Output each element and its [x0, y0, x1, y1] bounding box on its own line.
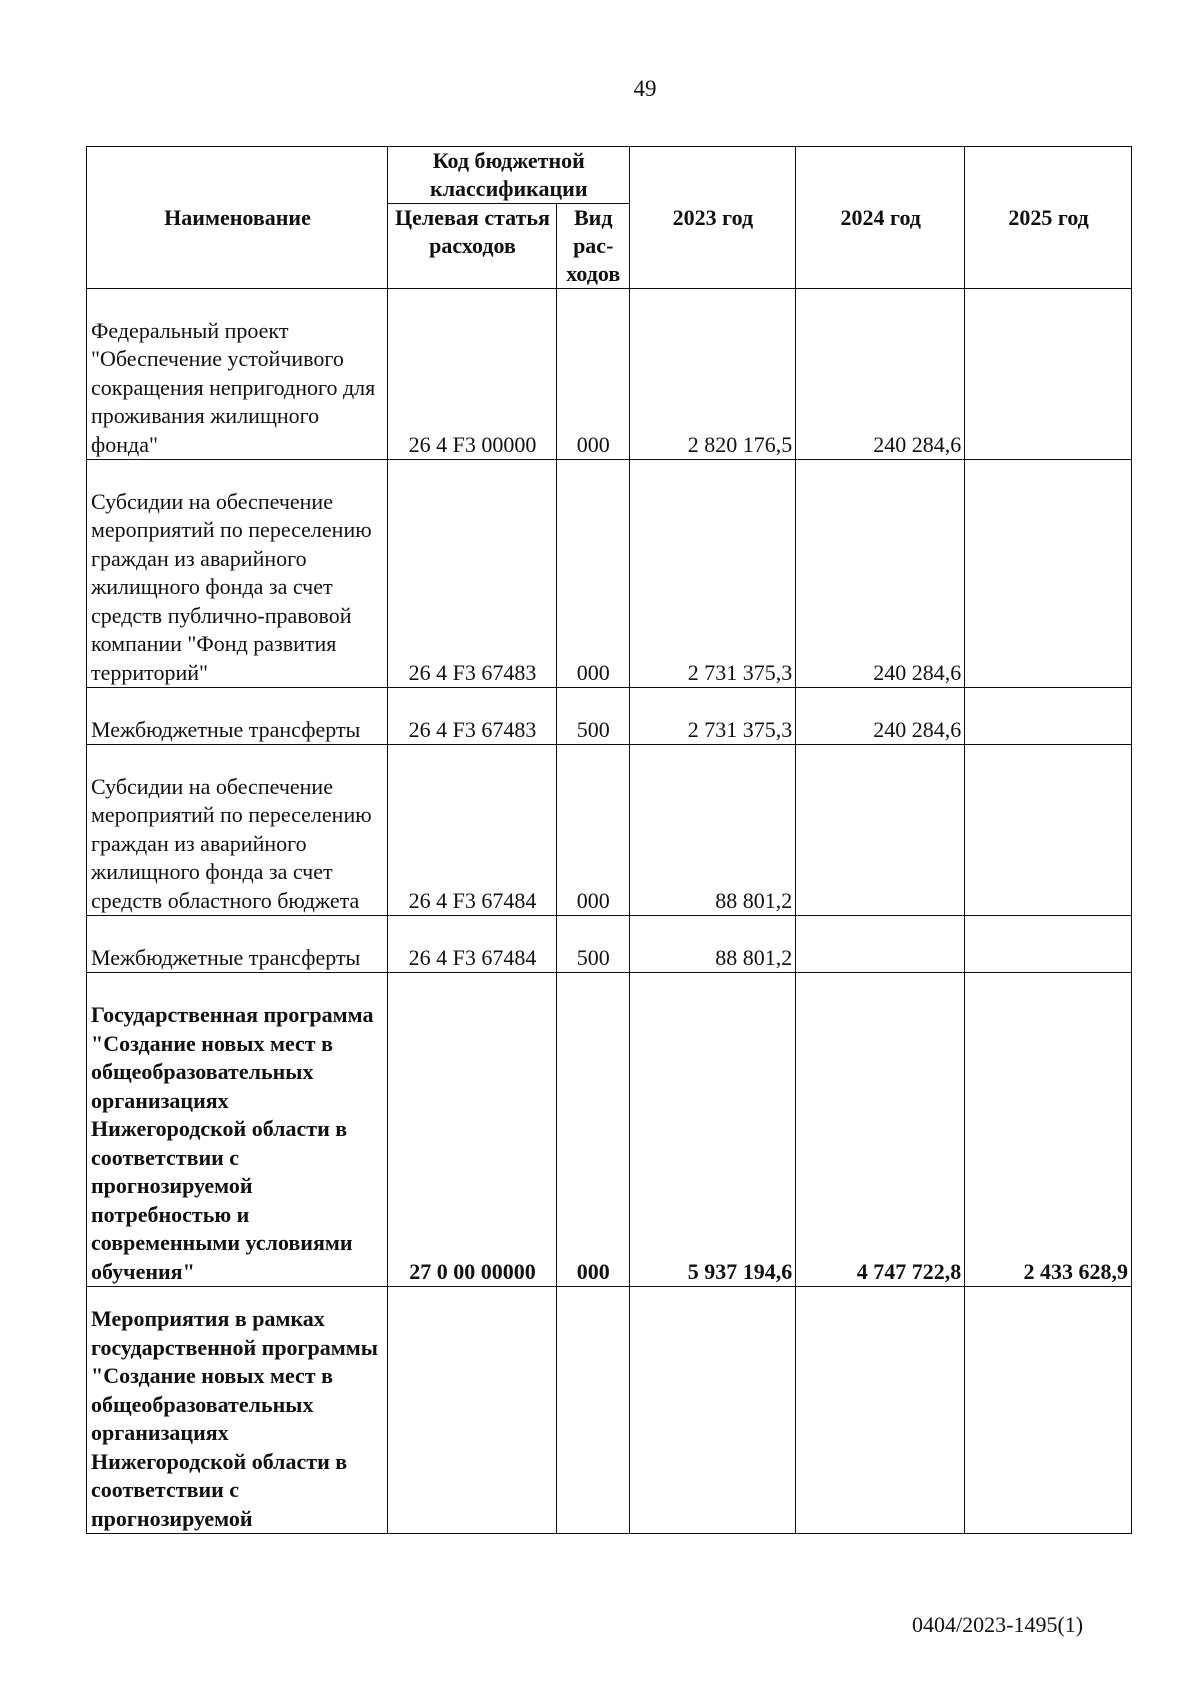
- row-target-code: 26 4 F3 67483: [388, 460, 557, 688]
- row-amount-2025: [965, 289, 1132, 460]
- row-amount-2023: 2 731 375,3: [629, 460, 796, 688]
- header-code-group: Код бюджетной классификации: [388, 147, 629, 204]
- row-amount-2024: 4 747 722,8: [796, 973, 965, 1287]
- row-amount-2024: 240 284,6: [796, 289, 965, 460]
- table-row: [87, 460, 1132, 688]
- header-name: Наименование: [87, 147, 388, 289]
- row-name: Мероприятия в рамках государственной программы "Создание новых мест в общеобразовательных организациях Нижегородской области в соответствии с прогнозируемой: [87, 1287, 388, 1534]
- table-row: [87, 745, 1132, 916]
- row-amount-2025: [965, 1287, 1132, 1534]
- row-expense-type: 000: [556, 745, 629, 916]
- row-name: Субсидии на обеспечение мероприятий по переселению граждан из аварийного жилищного фонда за счет средств публично-правовой компании "Фонд развития территорий": [87, 460, 388, 688]
- row-amount-2025: [965, 460, 1132, 688]
- row-name: Межбюджетные трансферты: [87, 688, 388, 745]
- row-target-code: 26 4 F3 67484: [388, 916, 557, 973]
- row-name: Межбюджетные трансферты: [87, 916, 388, 973]
- table-row: [87, 289, 1132, 460]
- row-expense-type: [556, 1287, 629, 1534]
- row-target-code: 27 0 00 00000: [388, 973, 557, 1287]
- row-amount-2024: 240 284,6: [796, 688, 965, 745]
- row-amount-2025: [965, 688, 1132, 745]
- row-expense-type: 000: [556, 289, 629, 460]
- row-amount-2024: [796, 745, 965, 916]
- row-amount-2023: 2 731 375,3: [629, 688, 796, 745]
- row-amount-2024: [796, 916, 965, 973]
- row-expense-type: 500: [556, 916, 629, 973]
- row-expense-type: 000: [556, 973, 629, 1287]
- row-expense-type: 000: [556, 460, 629, 688]
- row-name: Государственная программа "Создание новых мест в общеобразовательных организациях Нижегородской области в соответствии с прогнозируемой потребностью и современными условиями обучения": [87, 973, 388, 1287]
- budget-table: [86, 146, 1132, 1534]
- table-row: [87, 973, 1132, 1287]
- row-amount-2023: 5 937 194,6: [629, 973, 796, 1287]
- header-2023: 2023 год: [629, 147, 796, 289]
- row-expense-type: 500: [556, 688, 629, 745]
- row-amount-2025: [965, 916, 1132, 973]
- row-name: Федеральный проект "Обеспечение устойчивого сокращения непригодного для проживания жилищного фонда": [87, 289, 388, 460]
- row-amount-2023: [629, 1287, 796, 1534]
- row-target-code: 26 4 F3 67483: [388, 688, 557, 745]
- table-row: [87, 916, 1132, 973]
- document-code: 0404/2023-1495(1): [912, 1612, 1084, 1637]
- row-target-code: [388, 1287, 557, 1534]
- row-amount-2024: [796, 1287, 965, 1534]
- table-row: [87, 1287, 1132, 1534]
- row-name: Субсидии на обеспечение мероприятий по переселению граждан из аварийного жилищного фонда за счет средств областного бюджета: [87, 745, 388, 916]
- row-amount-2025: [965, 745, 1132, 916]
- header-target-article: Целевая статья расходов: [388, 204, 557, 289]
- row-amount-2024: 240 284,6: [796, 460, 965, 688]
- page-number: 49: [633, 76, 657, 101]
- row-amount-2023: 88 801,2: [629, 916, 796, 973]
- row-amount-2025: 2 433 628,9: [965, 973, 1132, 1287]
- row-amount-2023: 2 820 176,5: [629, 289, 796, 460]
- header-expense-type: Вид рас-ходов: [556, 204, 629, 289]
- row-amount-2023: 88 801,2: [629, 745, 796, 916]
- header-2025: 2025 год: [965, 147, 1132, 289]
- header-2024: 2024 год: [796, 147, 965, 289]
- row-target-code: 26 4 F3 00000: [388, 289, 557, 460]
- table-row: [87, 688, 1132, 745]
- row-target-code: 26 4 F3 67484: [388, 745, 557, 916]
